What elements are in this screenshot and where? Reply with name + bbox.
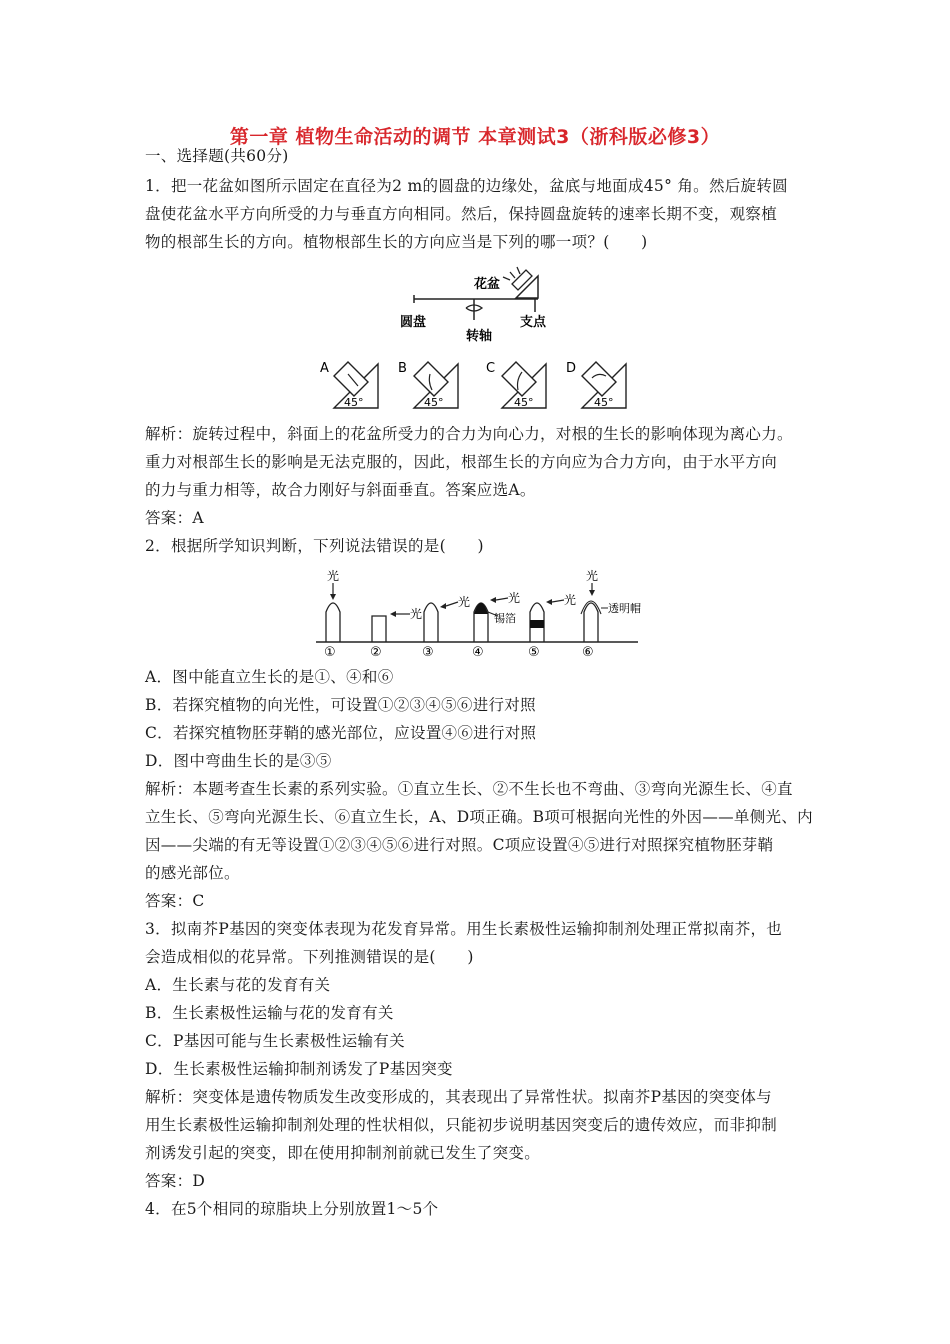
pot-label: 花盆 xyxy=(474,277,501,292)
angle-label: 45° xyxy=(344,396,364,409)
light-label: 光 xyxy=(586,569,599,583)
number-label: ③ xyxy=(422,645,434,658)
coleoptile-1 xyxy=(324,568,340,658)
angle-label: 45° xyxy=(424,396,444,409)
q3-stem-line: 3．拟南芥P基因的突变体表现为花发育异常。用生长素极性运输抑制剂处理正常拟南芥，也 xyxy=(145,920,783,938)
q1-stem-line: 物的根部生长的方向。植物根部生长的方向应当是下列的哪一项？( ) xyxy=(145,233,648,251)
q1-answer: 答案：A xyxy=(145,509,204,527)
page-title: 第一章 植物生命活动的调节 本章测试3（浙科版必修3） xyxy=(229,126,721,148)
q1-stem-line: 1．把一花盆如图所示固定在直径为2 m的圆盘的边缘处，盆底与地面成45° 角。然后旋转圆 xyxy=(145,177,788,195)
q1-analysis-line: 重力对根部生长的影响是无法克服的，因此，根部生长的方向应为合力方向，由于水平方向 xyxy=(145,453,778,471)
number-label: ① xyxy=(324,645,336,658)
q4-stem: 4．在5个相同的琼脂块上分别放置1～5个 xyxy=(145,1200,439,1218)
option-d-diagram xyxy=(566,361,626,409)
light-label: 光 xyxy=(410,607,423,621)
pivot-label: 支点 xyxy=(520,315,547,330)
q3-analysis-line: 用生长素极性运输抑制剂处理的性状相似，只能初步说明基因突变后的遗传效应，而非抑制 xyxy=(145,1116,778,1134)
option-letter: D xyxy=(566,361,577,376)
light-label: 光 xyxy=(564,593,577,607)
pot-incline xyxy=(516,276,538,298)
section-heading: 一、选择题(共60分) xyxy=(145,147,289,165)
number-label: ④ xyxy=(472,645,484,658)
q2-analysis-line: 解析：本题考查生长素的系列实验。①直立生长、②不生长也不弯曲、③弯向光源生长、④直 xyxy=(145,780,793,798)
q3-option-c: C．P基因可能与生长素极性运输有关 xyxy=(145,1032,405,1050)
option-c-diagram xyxy=(486,361,546,409)
q2-option-b: B．若探究植物的向光性，可设置①②③④⑤⑥进行对照 xyxy=(145,696,536,714)
coleoptile-5 xyxy=(528,592,576,658)
option-b-diagram xyxy=(398,361,458,409)
q3-analysis-line: 解析：突变体是遗传物质发生改变形成的，其表现出了异常性状。拟南芥P基因的突变体与 xyxy=(145,1088,772,1106)
q3-analysis-line: 剂诱发引起的突变，即在使用抑制剂前就已发生了突变。 xyxy=(145,1144,541,1162)
axis-label: 转轴 xyxy=(466,329,493,344)
option-letter: A xyxy=(320,361,329,376)
light-label: 光 xyxy=(327,569,340,583)
q2-analysis-line: 立生长、⑤弯向光源生长、⑥直立生长，A、D项正确。B项可根据向光性的外因——单侧光、内 xyxy=(145,808,813,826)
q1-rotating-disc-figure xyxy=(390,262,560,344)
q1-options-figure xyxy=(318,356,638,418)
q1-analysis-line: 的力与重力相等，故合力刚好与斜面垂直。答案应选A。 xyxy=(145,481,536,499)
q2-option-d: D．图中弯曲生长的是③⑤ xyxy=(145,752,332,770)
light-label: 光 xyxy=(458,595,471,609)
q3-option-d: D．生长素极性运输抑制剂诱发了P基因突变 xyxy=(145,1060,453,1078)
coleoptile-4 xyxy=(472,590,520,658)
q2-answer: 答案：C xyxy=(145,892,205,910)
q2-option-a: A．图中能直立生长的是①、④和⑥ xyxy=(145,668,394,686)
number-label: ⑥ xyxy=(582,645,594,658)
number-label: ⑤ xyxy=(528,645,540,658)
q2-stem: 2．根据所学知识判断，下列说法错误的是( ) xyxy=(145,537,484,555)
disc-label: 圆盘 xyxy=(400,315,427,330)
q3-answer: 答案：D xyxy=(145,1172,206,1190)
angle-label: 45° xyxy=(514,396,534,409)
q3-option-b: B．生长素极性运输与花的发育有关 xyxy=(145,1004,394,1022)
cap-label: 透明帽 xyxy=(608,602,641,615)
angle-label: 45° xyxy=(594,396,614,409)
option-letter: C xyxy=(486,361,496,376)
q2-coleoptile-figure xyxy=(312,566,642,658)
q1-stem-line: 盘使花盆水平方向所受的力与垂直方向相同。然后，保持圆盘旋转的速率长期不变，观察植 xyxy=(145,205,778,223)
coleoptile-2 xyxy=(370,606,422,658)
q2-analysis-line: 的感光部位。 xyxy=(145,864,240,882)
q2-analysis-line: 因——尖端的有无等设置①②③④⑤⑥进行对照。C项应设置④⑤进行对照探究植物胚芽鞘 xyxy=(145,836,774,854)
option-a-diagram xyxy=(320,361,378,409)
coleoptile-6 xyxy=(581,568,641,658)
number-label: ② xyxy=(370,645,382,658)
q3-option-a: A．生长素与花的发育有关 xyxy=(145,976,331,994)
light-label: 光 xyxy=(508,591,521,605)
q1-analysis-line: 解析：旋转过程中，斜面上的花盆所受力的合力为向心力，对根的生长的影响体现为离心力。 xyxy=(145,425,793,443)
q2-option-c: C．若探究植物胚芽鞘的感光部位，应设置④⑥进行对照 xyxy=(145,724,537,742)
q3-stem-line: 会造成相似的花异常。下列推测错误的是( ) xyxy=(145,948,474,966)
option-letter: B xyxy=(398,361,407,376)
coleoptile-3 xyxy=(422,594,470,658)
foil-label: 锡箔 xyxy=(494,612,516,625)
